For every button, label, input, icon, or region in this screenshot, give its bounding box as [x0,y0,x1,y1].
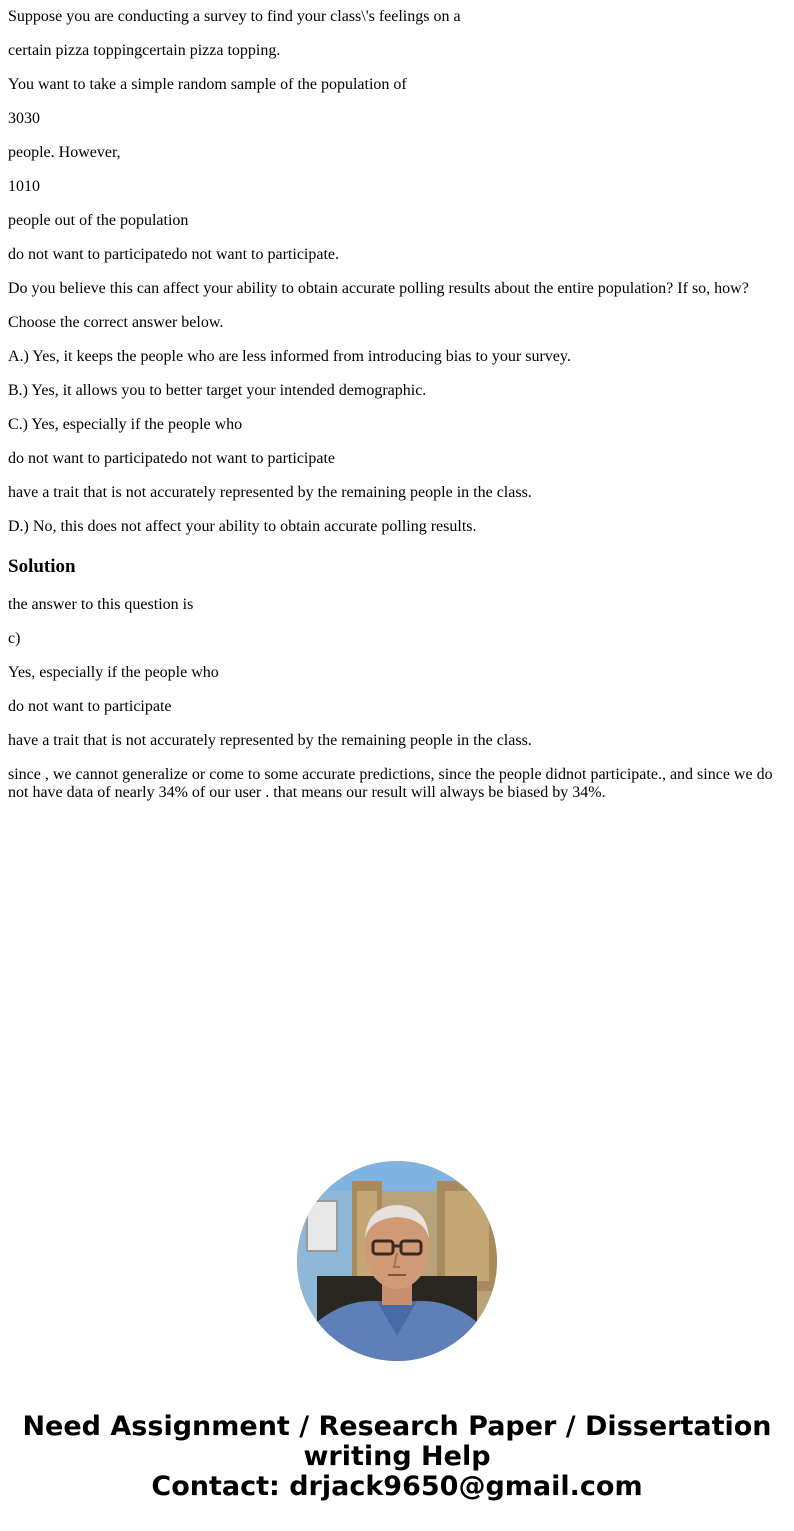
solution-line: Yes, especially if the people who [8,664,219,681]
solution-line: the answer to this question is [8,596,194,613]
question-line: certain pizza toppingcertain pizza topping. [8,42,281,59]
answer-option-c: C.) Yes, especially if the people who [8,416,243,433]
document-body [0,8,794,802]
question-line: You want to take a simple random sample of the population of [8,76,407,93]
author-avatar [297,1161,497,1361]
solution-explanation: since , we cannot generalize or come to some accurate predictions, since the people didnot participate., and since we do not have data of nearly 34% of our user . that means our result will always be biased by 34%. [8,766,773,801]
solution-line: do not want to participate [8,698,172,715]
solution-heading: Solution [8,556,76,577]
author-portrait-image [297,1161,497,1361]
question-line: people out of the population [8,212,189,229]
question-prompt: Do you believe this can affect your ability to obtain accurate polling results about the entire population? If so, how? [8,280,749,297]
promo-contact: Contact: drjack9650@gmail.com [151,1471,643,1502]
promo-banner [0,1412,794,1502]
answer-option-c-continued: have a trait that is not accurately represented by the remaining people in the class. [8,484,532,501]
question-line: 3030 [8,110,40,127]
question-line: Suppose you are conducting a survey to find your class\'s feelings on a [8,8,461,25]
question-instruction: Choose the correct answer below. [8,314,224,331]
solution-line: c) [8,630,21,647]
question-line: people. However, [8,144,121,161]
promo-line: Need Assignment / Research Paper / Dissertation [22,1411,772,1442]
answer-option-c-continued: do not want to participatedo not want to participate [8,450,336,467]
answer-option-a: A.) Yes, it keeps the people who are less informed from introducing bias to your survey. [8,348,571,365]
question-line: 1010 [8,178,40,195]
promo-line: writing Help [303,1441,491,1472]
answer-option-b: B.) Yes, it allows you to better target your intended demographic. [8,382,427,399]
solution-line: have a trait that is not accurately represented by the remaining people in the class. [8,732,532,749]
answer-option-d: D.) No, this does not affect your ability to obtain accurate polling results. [8,518,477,535]
question-line: do not want to participatedo not want to participate. [8,246,340,263]
